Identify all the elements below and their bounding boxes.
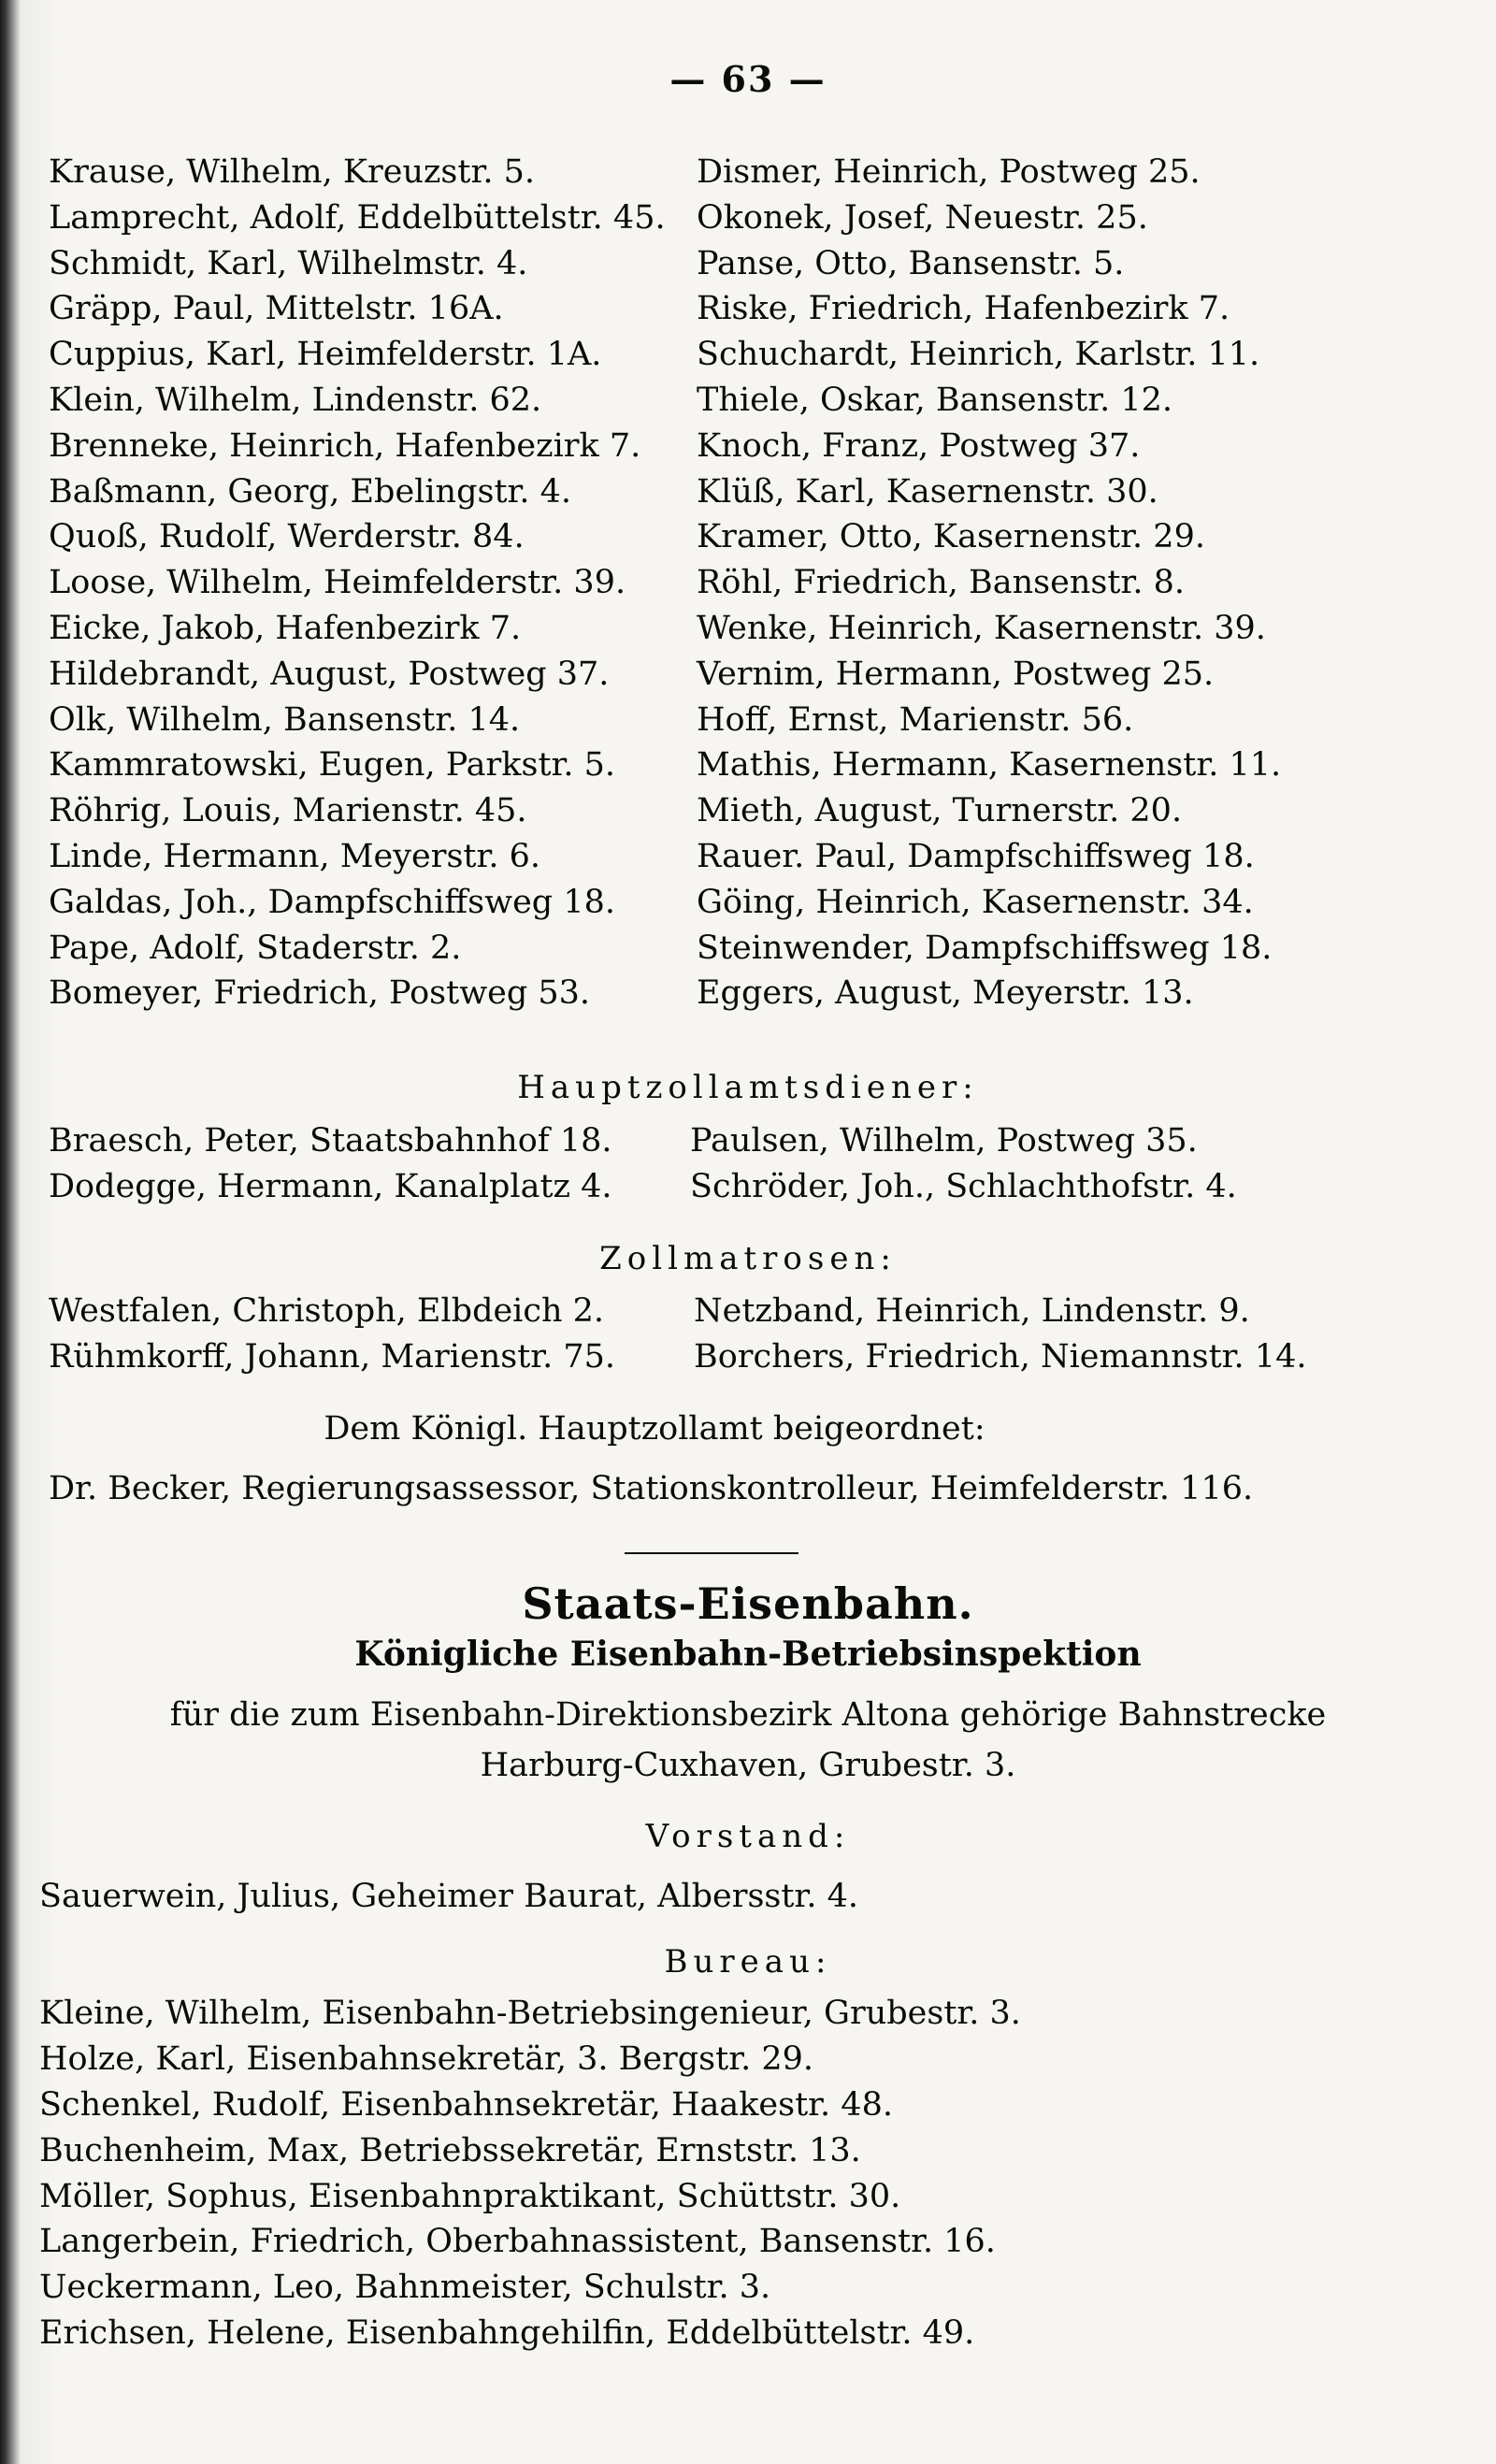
list-item: Loose, Wilhelm, Heimfelderstr. 39. [49, 564, 626, 602]
list-item: Netzband, Heinrich, Lindenstr. 9. [694, 1292, 1250, 1330]
list-item: Mieth, August, Turnerstr. 20. [697, 792, 1183, 830]
list-item: Paulsen, Wilhelm, Postweg 35. [690, 1122, 1198, 1160]
list-item: Gräpp, Paul, Mittelstr. 16A. [49, 290, 504, 328]
section-title-eisenbahn: Staats-Eisenbahn. [522, 1578, 974, 1629]
list-item: Röhrig, Louis, Marienstr. 45. [49, 792, 527, 830]
list-item: Westfalen, Christoph, Elbdeich 2. [49, 1292, 605, 1330]
list-item: Erichsen, Helene, Eisenbahngehilfin, Eddelbüttelstr. 49. [39, 2314, 975, 2353]
vorstand-entry: Sauerwein, Julius, Geheimer Baurat, Albersstr. 4. [39, 1878, 858, 1915]
section-subtitle: Königliche Eisenbahn-Betriebsinspektion [354, 1635, 1142, 1674]
bureau-list [39, 1991, 1021, 2356]
list-item: Schenkel, Rudolf, Eisenbahnsekretär, Haakestr. 48. [39, 2085, 893, 2124]
list-item: Lamprecht, Adolf, Eddelbüttelstr. 45. [49, 198, 666, 237]
section-description-line2: Harburg-Cuxhaven, Grubestr. 3. [480, 1747, 1016, 1784]
main-list-left-column [49, 150, 694, 1016]
list-item: Olk, Wilhelm, Bansenstr. 14. [49, 700, 521, 739]
list-item: Okonek, Josef, Neuestr. 25. [697, 198, 1148, 237]
section-heading-zollmatrosen: Zollmatrosen: [599, 1240, 897, 1277]
list-item: Schuchardt, Heinrich, Karlstr. 11. [697, 336, 1260, 374]
list-item: Wenke, Heinrich, Kasernenstr. 39. [697, 609, 1266, 647]
list-item: Knoch, Franz, Postweg 37. [697, 426, 1141, 465]
list-item: Buchenheim, Max, Betriebssekretär, Ernststr. 13. [39, 2131, 861, 2169]
zollmatrosen-right-column [694, 1289, 1367, 1380]
list-item: Galdas, Joh., Dampfschiffsweg 18. [49, 883, 615, 921]
list-item: Mathis, Hermann, Kasernenstr. 11. [697, 746, 1282, 785]
list-item: Panse, Otto, Bansenstr. 5. [697, 244, 1125, 282]
list-item: Riske, Friedrich, Hafenbezirk 7. [697, 290, 1230, 328]
section-divider [625, 1552, 798, 1554]
list-item: Pape, Adolf, Staderstr. 2. [49, 929, 462, 967]
list-item: Steinwender, Dampfschiffsweg 18. [697, 929, 1273, 967]
list-item: Dodegge, Hermann, Kanalplatz 4. [49, 1167, 612, 1205]
zollmatrosen-left-column [49, 1289, 694, 1380]
list-item: Cuppius, Karl, Heimfelderstr. 1A. [49, 336, 602, 374]
list-item: Holze, Karl, Eisenbahnsekretär, 3. Bergstr. 29. [39, 2039, 814, 2078]
list-item: Kramer, Otto, Kasernenstr. 29. [697, 518, 1205, 556]
list-item: Schröder, Joh., Schlachthofstr. 4. [690, 1167, 1237, 1205]
list-item: Langerbein, Friedrich, Oberbahnassistent, Bansenstr. 16. [39, 2223, 996, 2261]
list-item: Klein, Wilhelm, Lindenstr. 62. [49, 381, 542, 419]
list-item: Hoff, Ernst, Marienstr. 56. [697, 700, 1134, 739]
list-item: Rühmkorff, Johann, Marienstr. 75. [49, 1337, 616, 1376]
beigeordnet-heading: Dem Königl. Hauptzollamt beigeordnet: [324, 1410, 985, 1448]
main-list-right-column [697, 150, 1370, 1016]
list-item: Thiele, Oskar, Bansenstr. 12. [697, 381, 1172, 419]
list-item: Linde, Hermann, Meyerstr. 6. [49, 837, 541, 875]
list-item: Kleine, Wilhelm, Eisenbahn-Betriebsingenieur, Grubestr. 3. [39, 1995, 1021, 2032]
list-item: Baßmann, Georg, Ebelingstr. 4. [49, 472, 572, 511]
list-item: Bomeyer, Friedrich, Postweg 53. [49, 974, 591, 1013]
list-item: Göing, Heinrich, Kasernenstr. 34. [697, 883, 1254, 921]
list-item: Braesch, Peter, Staatsbahnhof 18. [49, 1122, 612, 1160]
list-item: Krause, Wilhelm, Kreuzstr. 5. [49, 153, 535, 191]
list-item: Möller, Sophus, Eisenbahnpraktikant, Schüttstr. 30. [39, 2177, 901, 2215]
list-item: Hildebrandt, August, Postweg 37. [49, 655, 610, 693]
list-item: Eicke, Jakob, Hafenbezirk 7. [49, 609, 522, 647]
list-item: Schmidt, Karl, Wilhelmstr. 4. [49, 244, 528, 282]
page-number: — 63 — [669, 58, 827, 100]
section-description-line1: für die zum Eisenbahn-Direktionsbezirk Altona gehörige Bahnstrecke [169, 1696, 1327, 1734]
list-item: Dismer, Heinrich, Postweg 25. [697, 153, 1201, 191]
list-item: Eggers, August, Meyerstr. 13. [697, 974, 1194, 1013]
section-heading-bureau: Bureau: [664, 1943, 832, 1981]
list-item: Röhl, Friedrich, Bansenstr. 8. [697, 564, 1185, 602]
list-item: Ueckermann, Leo, Bahnmeister, Schulstr. 3. [39, 2269, 771, 2307]
list-item: Quoß, Rudolf, Werderstr. 84. [49, 518, 525, 556]
section-heading-hauptzollamtsdiener: Hauptzollamtsdiener: [517, 1069, 979, 1106]
list-item: Brenneke, Heinrich, Hafenbezirk 7. [49, 426, 641, 465]
section-heading-vorstand: Vorstand: [645, 1818, 851, 1855]
list-item: Kammratowski, Eugen, Parkstr. 5. [49, 746, 616, 785]
list-item: Rauer. Paul, Dampfschiffsweg 18. [697, 837, 1255, 875]
list-item: Vernim, Hermann, Postweg 25. [697, 655, 1215, 693]
hauptzollamtsdiener-right-column [690, 1118, 1363, 1210]
list-item: Klüß, Karl, Kasernenstr. 30. [697, 472, 1158, 511]
hauptzollamtsdiener-left-column [49, 1118, 694, 1210]
list-item: Borchers, Friedrich, Niemannstr. 14. [694, 1337, 1307, 1376]
beigeordnet-entry: Dr. Becker, Regierungsassessor, Stationskontrolleur, Heimfelderstr. 116. [49, 1470, 1254, 1507]
